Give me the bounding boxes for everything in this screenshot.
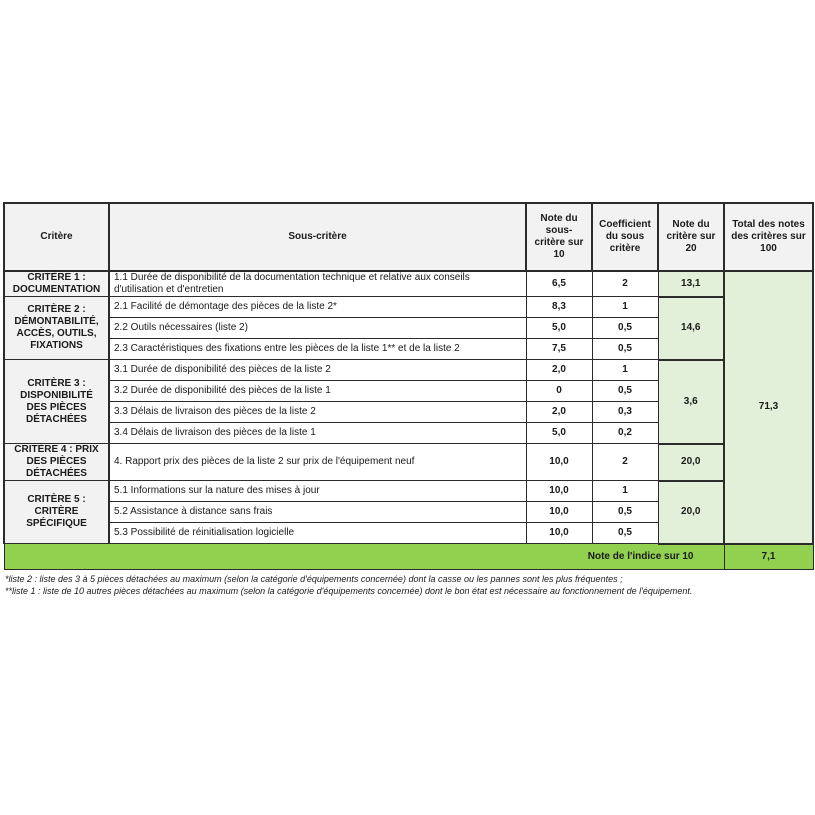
criterion-3-name: CRITÈRE 3 : DISPONIBILITÉ DES PIÈCES DÉTACHÉES bbox=[4, 360, 109, 444]
criterion-1-name: CRITÈRE 1 : DOCUMENTATION bbox=[4, 271, 109, 297]
footnotes bbox=[3, 573, 812, 597]
sub-criterion-coefficient: 1 bbox=[592, 481, 658, 502]
sub-criterion-label: 5.3 Possibilité de réinitialisation logicielle bbox=[109, 523, 526, 544]
sub-criterion-label: 5.1 Informations sur la nature des mises à jour bbox=[109, 481, 526, 502]
sub-criterion-label: 4. Rapport prix des pièces de la liste 2 sur prix de l'équipement neuf bbox=[109, 444, 526, 481]
header-row bbox=[4, 203, 813, 271]
table-body bbox=[4, 271, 813, 544]
sub-criterion-label: 1.1 Durée de disponibilité de la documentation technique et relative aux conseils d'utilisation et d'entretien bbox=[109, 271, 526, 297]
sub-criterion-coefficient: 2 bbox=[592, 271, 658, 297]
sub-criterion-note: 10,0 bbox=[526, 502, 592, 523]
table-row bbox=[4, 444, 813, 481]
header-sous-critere: Sous-critère bbox=[109, 203, 526, 271]
criterion-2-score: 14,6 bbox=[658, 297, 724, 360]
sub-criterion-label: 2.3 Caractéristiques des fixations entre les pièces de la liste 1** et de la liste 2 bbox=[109, 339, 526, 360]
total-score-100: 71,3 bbox=[724, 271, 813, 544]
sub-criterion-coefficient: 0,2 bbox=[592, 423, 658, 444]
criterion-2-name: CRITÈRE 2 : DÉMONTABILITÉ, ACCÈS, OUTILS, FIXATIONS bbox=[4, 297, 109, 360]
sub-criterion-note: 5,0 bbox=[526, 318, 592, 339]
sub-criterion-note: 10,0 bbox=[526, 481, 592, 502]
table-row bbox=[4, 360, 813, 381]
sub-criterion-coefficient: 2 bbox=[592, 444, 658, 481]
criterion-5-score: 20,0 bbox=[658, 481, 724, 544]
sub-criterion-coefficient: 0,5 bbox=[592, 381, 658, 402]
sub-criterion-label: 3.2 Durée de disponibilité des pièces de la liste 1 bbox=[109, 381, 526, 402]
summary-label: Note de l'indice sur 10 bbox=[4, 544, 724, 570]
sub-criterion-coefficient: 0,5 bbox=[592, 339, 658, 360]
sub-criterion-label: 3.4 Délais de livraison des pièces de la liste 1 bbox=[109, 423, 526, 444]
sub-criterion-note: 8,3 bbox=[526, 297, 592, 318]
criterion-4-score: 20,0 bbox=[658, 444, 724, 481]
sub-criterion-note: 6,5 bbox=[526, 271, 592, 297]
criterion-3-score: 3,6 bbox=[658, 360, 724, 444]
sub-criterion-coefficient: 0,5 bbox=[592, 523, 658, 544]
sub-criterion-label: 2.2 Outils nécessaires (liste 2) bbox=[109, 318, 526, 339]
footnote-liste-2: *liste 2 : liste des 3 à 5 pièces détachées au maximum (selon la catégorie d'équipements concernée) dont la casse ou les pannes sont les plus fréquentes ; bbox=[5, 573, 623, 584]
sub-criterion-label: 3.3 Délais de livraison des pièces de la liste 2 bbox=[109, 402, 526, 423]
footnote-liste-1: **liste 1 : liste de 10 autres pièces détachées au maximum (selon la catégorie d'équipements concernée) dont le bon état est nécessaire au fonctionnement de l'équipement. bbox=[5, 585, 693, 596]
table-row bbox=[4, 297, 813, 318]
header-note-sous-critere: Note du sous-critère sur 10 bbox=[526, 203, 592, 271]
repairability-index-table-container bbox=[3, 202, 812, 597]
header-critere: Critère bbox=[4, 203, 109, 271]
sub-criterion-label: 5.2 Assistance à distance sans frais bbox=[109, 502, 526, 523]
sub-criterion-coefficient: 0,5 bbox=[592, 318, 658, 339]
sub-criterion-note: 10,0 bbox=[526, 523, 592, 544]
sub-criterion-coefficient: 1 bbox=[592, 297, 658, 318]
sub-criterion-note: 10,0 bbox=[526, 444, 592, 481]
criterion-1-score: 13,1 bbox=[658, 271, 724, 297]
table-row bbox=[4, 481, 813, 502]
sub-criterion-coefficient: 0,5 bbox=[592, 502, 658, 523]
sub-criterion-note: 2,0 bbox=[526, 402, 592, 423]
summary-row bbox=[4, 544, 813, 570]
table-row bbox=[4, 271, 813, 297]
header-total: Total des notes des critères sur 100 bbox=[724, 203, 813, 271]
repairability-index-table bbox=[3, 202, 814, 570]
sub-criterion-label: 3.1 Durée de disponibilité des pièces de la liste 2 bbox=[109, 360, 526, 381]
sub-criterion-note: 5,0 bbox=[526, 423, 592, 444]
sub-criterion-note: 2,0 bbox=[526, 360, 592, 381]
criterion-4-name: CRITÈRE 4 : PRIX DES PIÈCES DÉTACHÉES bbox=[4, 444, 109, 481]
sub-criterion-coefficient: 1 bbox=[592, 360, 658, 381]
summary-value: 7,1 bbox=[724, 544, 813, 570]
criterion-5-name: CRITÈRE 5 : CRITÈRE SPÉCIFIQUE bbox=[4, 481, 109, 544]
header-coefficient: Coefficient du sous critère bbox=[592, 203, 658, 271]
sub-criterion-note: 0 bbox=[526, 381, 592, 402]
sub-criterion-coefficient: 0,3 bbox=[592, 402, 658, 423]
sub-criterion-label: 2.1 Facilité de démontage des pièces de la liste 2* bbox=[109, 297, 526, 318]
sub-criterion-note: 7,5 bbox=[526, 339, 592, 360]
header-note-critere: Note du critère sur 20 bbox=[658, 203, 724, 271]
